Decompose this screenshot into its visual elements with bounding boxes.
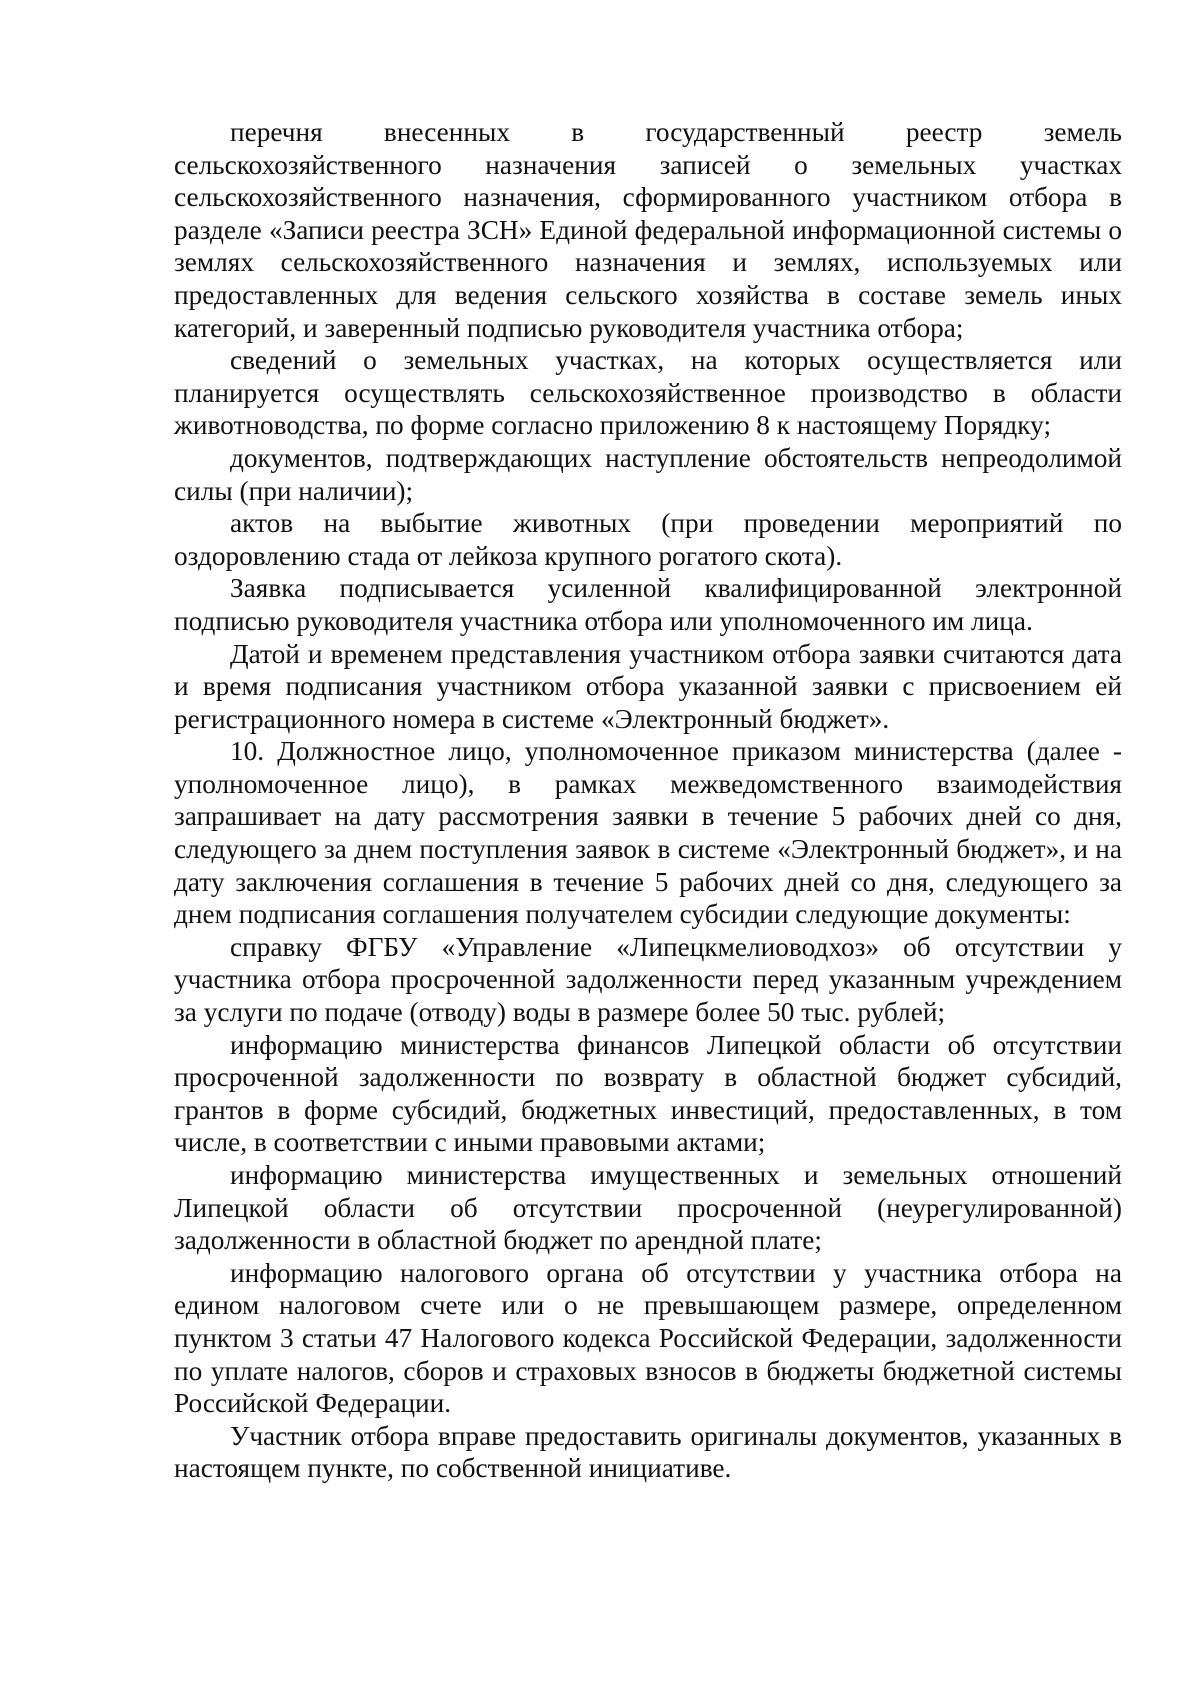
document-page xyxy=(174,116,1122,1485)
paragraph-tax-authority-info: информацию налогового органа об отсутствии у участника отбора на едином налоговом счете или о не превышающем размере, определенном пунктом 3 статьи 47 Налогового кодекса Российской Федерации, задолженности по уплате налогов, сборов и страховых взносов в бюджеты бюджетной системы Российской Федерации. xyxy=(174,1257,1122,1419)
paragraph-item-10: 10. Должностное лицо, уполномоченное приказом министерства (далее - уполномоченное лицо), в рамках межведомственного взаимодействия запрашивает на дату рассмотрения заявки в течение 5 рабочих дней со дня, следующего за днем поступления заявок в системе «Электронный бюджет», и на дату заключения соглашения в течение 5 рабочих дней со дня, следующего за днем подписания соглашения получателем субсидии следующие документы: xyxy=(174,736,1122,930)
paragraph-original-documents: Участник отбора вправе предоставить оригиналы документов, указанных в настоящем пункте, по собственной инициативе. xyxy=(174,1420,1122,1484)
paragraph-property-ministry-info: информацию министерства имущественных и земельных отношений Липецкой области об отсутствии просроченной (неурегулированной) задолженности в областной бюджет по арендной плате; xyxy=(174,1160,1122,1256)
paragraph-land-plots: сведений о земельных участках, на которых осуществляется или планируется осуществлять сельскохозяйственное производство в области животноводства, по форме согласно приложению 8 к настоящему Порядку; xyxy=(174,345,1122,441)
paragraph-application-signature: Заявка подписывается усиленной квалифицированной электронной подписью руководителя участника отбора или уполномоченного им лица. xyxy=(174,573,1122,636)
paragraph-finance-ministry-info: информацию министерства финансов Липецкой области об отсутствии просроченной задолженности по возврату в областной бюджет субсидий, грантов в форме субсидий, бюджетных инвестиций, предоставленных, в том числе, в соответствии с иными правовыми актами; xyxy=(174,1029,1122,1158)
paragraph-force-majeure: документов, подтверждающих наступление обстоятельств непреодолимой силы (при наличии); xyxy=(174,442,1122,506)
paragraph-animal-disposal: актов на выбытие животных (при проведении мероприятий по оздоровлению стада от лейкоза крупного рогатого скота). xyxy=(174,508,1122,571)
paragraph-melioration-certificate: справку ФГБУ «Управление «Липецкмелиоводхоз» об отсутствии у участника отбора просроченной задолженности перед указанным учреждением за услуги по подаче (отводу) воды в размере более 50 тыс. рублей; xyxy=(174,931,1122,1028)
paragraph-submission-date: Датой и временем представления участником отбора заявки считаются дата и время подписания участником отбора указанной заявки с присвоением ей регистрационного номера в системе «Электронный бюджет». xyxy=(174,638,1122,734)
paragraph-registry-list: перечня внесенных в государственный реестр земель сельскохозяйственного назначения записей о земельных участках сельскохозяйственного назначения, сформированного участником отбора в разделе «Записи реестра ЗСН» Единой федеральной информационной системы о землях сельскохозяйственного назначения и землях, используемых или предоставленных для ведения сельского хозяйства в составе земель иных категорий, и заверенный подписью руководителя участника отбора; xyxy=(174,117,1122,343)
